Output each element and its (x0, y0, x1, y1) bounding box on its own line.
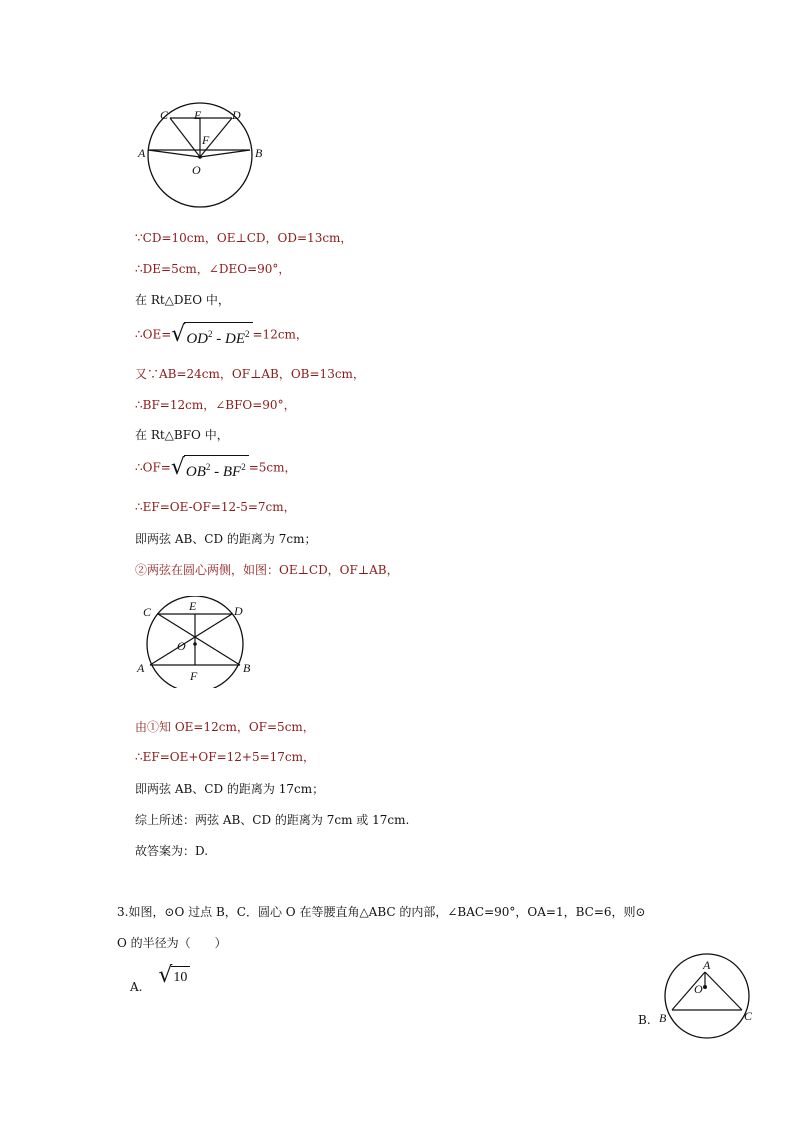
figure-2-circle-diagram (130, 596, 260, 688)
center-point (198, 155, 202, 159)
solution-line-12: 由①知 OE=12cm，OF=5cm， (135, 720, 315, 734)
solution-line-9: ∴EF=OE-OF=12-5=7cm， (135, 500, 296, 514)
exponent: 2 (205, 462, 211, 472)
sqrt-sign: √ (171, 322, 186, 347)
label-c: C (160, 108, 169, 122)
minus-sign: - (210, 464, 223, 480)
label-c: C (744, 1009, 753, 1023)
question-3-line-2: O 的半径为（ ） (117, 936, 227, 950)
center-point (193, 642, 197, 646)
label-a: A (137, 661, 145, 675)
label-b: B (243, 661, 251, 675)
figure-1-circle-diagram (130, 100, 270, 210)
label-d: D (232, 108, 241, 122)
solution-line-11: ②两弦在圆心两侧，如图：OE⊥CD，OF⊥AB， (135, 563, 399, 577)
solution-line-2: ∴DE=5cm，∠DEO=90°， (135, 262, 291, 276)
segment-ob (200, 150, 250, 157)
term-de: DE (225, 331, 245, 347)
term-od: OD (186, 331, 208, 347)
label-a: A (703, 958, 711, 972)
segment-oa (148, 150, 200, 157)
minus-sign: - (212, 331, 225, 347)
label-b: B (659, 1011, 667, 1025)
solution-line-16: 故答案为：D. (135, 844, 209, 858)
sqrt-expression-oe (171, 322, 252, 348)
label-a: A (138, 146, 146, 160)
solution-line-5: 又∵AB=24cm，OF⊥AB，OB=13cm， (135, 367, 365, 381)
term-ob: OB (185, 464, 206, 480)
solution-line-4 (135, 322, 308, 348)
solution-line-14: 即两弦 AB、CD 的距离为 17cm； (135, 782, 325, 796)
term-bf: BF (222, 464, 242, 480)
figure-3-circle-diagram (655, 953, 765, 1043)
exponent: 2 (208, 329, 213, 339)
option-b-label: B. (638, 1013, 651, 1027)
label-o: O (694, 982, 703, 996)
of-result: =5cm， (248, 460, 297, 475)
segment-c-b (158, 614, 240, 665)
sqrt-sign: √ (158, 963, 173, 988)
sqrt-sign: √ (170, 455, 185, 480)
segment-oc (170, 118, 200, 157)
center-point (703, 985, 707, 989)
solution-line-3: 在 Rt△DEO 中， (135, 293, 230, 307)
option-a-sqrt (158, 965, 190, 987)
solution-line-13: ∴EF=OE+OF=12+5=17cm， (135, 750, 316, 764)
solution-line-6: ∴BF=12cm，∠BFO=90°， (135, 398, 296, 412)
label-o: O (192, 163, 201, 177)
option-a-radicand: 10 (171, 966, 190, 987)
option-a (130, 965, 190, 995)
exponent: 2 (241, 462, 246, 472)
radicand-of (184, 455, 249, 481)
of-prefix: ∴OF= (135, 460, 171, 475)
solution-line-7: 在 Rt△BFO 中， (135, 428, 229, 442)
solution-line-8 (135, 455, 297, 481)
sqrt-expression-of (171, 455, 249, 481)
segment-d-a (150, 614, 232, 665)
label-f: F (190, 669, 198, 683)
oe-prefix: ∴OE= (135, 327, 172, 342)
radicand-oe (184, 322, 252, 348)
label-d: D (234, 604, 243, 618)
solution-line-15: 综上所述：两弦 AB、CD 的距离为 7cm 或 17cm. (135, 813, 410, 827)
label-o: O (177, 639, 186, 653)
solution-line-1: ∵CD=10cm，OE⊥CD，OD=13cm， (135, 231, 353, 245)
question-3-line-1: 3.如图，⊙O 过点 B，C．圆心 O 在等腰直角△ABC 的内部，∠BAC=90°，OA=1，BC=6，则⊙ (117, 905, 646, 919)
label-c: C (143, 605, 152, 619)
solution-line-10: 即两弦 AB、CD 的距离为 7cm； (135, 532, 317, 546)
exponent: 2 (245, 329, 250, 339)
label-e: E (189, 599, 197, 613)
segment-ac (705, 972, 742, 1010)
oe-result: =12cm， (252, 327, 308, 342)
option-a-label: A. (130, 980, 143, 994)
label-f: F (202, 133, 210, 147)
label-e: E (194, 108, 202, 122)
label-b: B (255, 146, 263, 160)
